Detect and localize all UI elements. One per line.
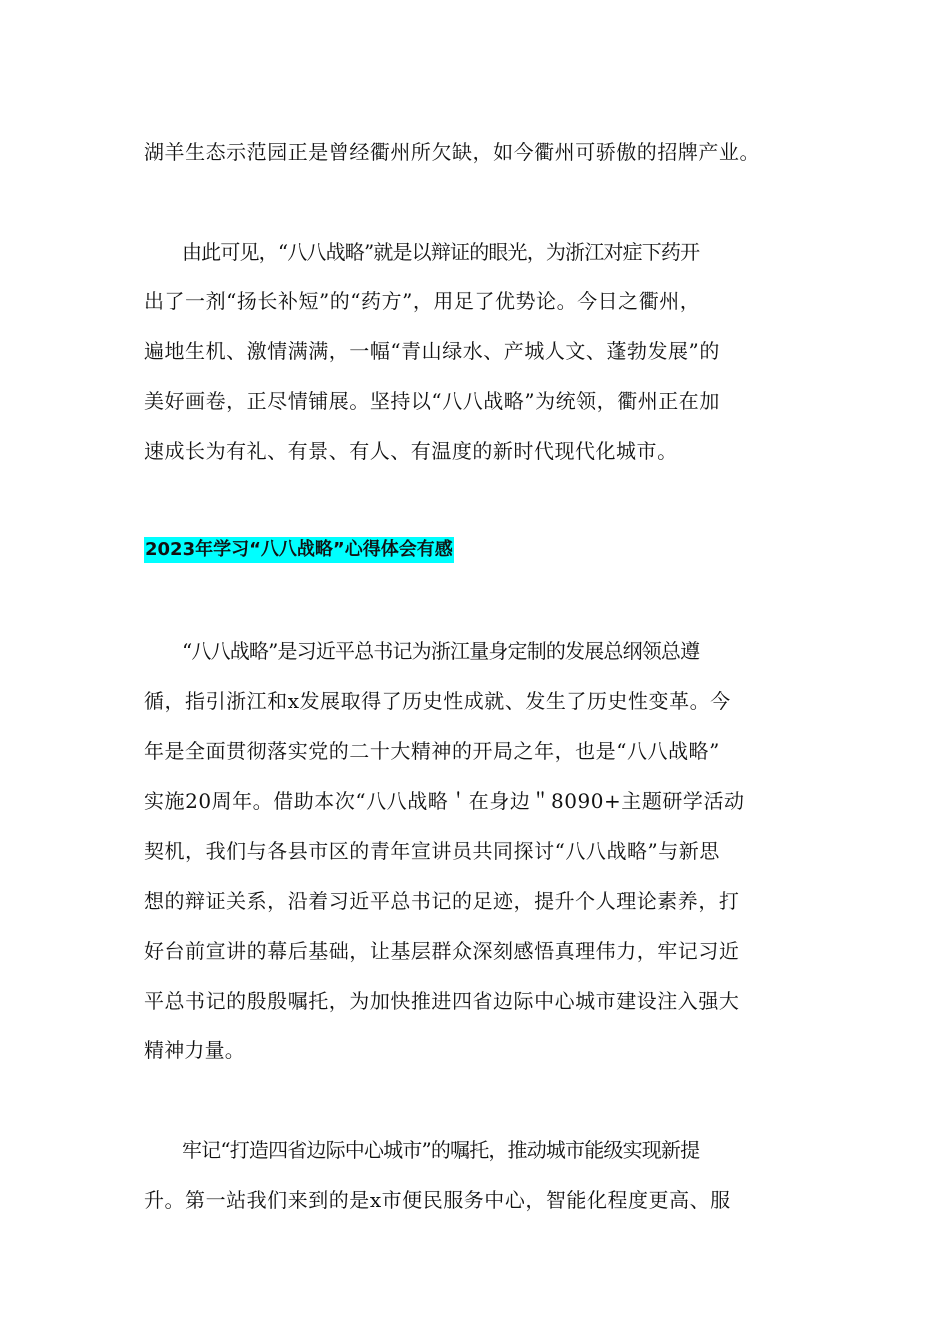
paragraph-1-line-1: 湖羊生态示范园正是曾经衢州所欠缺，如今衢州可骄傲的招牌产业。 — [144, 140, 760, 164]
paragraph-4-line-1: 牢记“打造四省边际中心城市”的嘱托，推动城市能级实现新提 — [182, 1138, 700, 1162]
paragraph-3-line-6: 想的辩证关系，沿着习近平总书记的足迹，提升个人理论素养，打 — [144, 889, 740, 913]
paragraph-3-line-1: “八八战略”是习近平总书记为浙江量身定制的发展总纲领总遵 — [182, 639, 700, 663]
paragraph-2-line-3: 遍地生机、激情满满，一幅“青山绿水、产城人文、蓬勃发展”的 — [144, 339, 720, 363]
paragraph-4-line-2: 升。第一站我们来到的是x市便民服务中心，智能化程度更高、服 — [144, 1188, 731, 1212]
paragraph-2-line-4: 美好画卷，正尽情铺展。坚持以“八八战略”为统领，衢州正在加 — [144, 389, 720, 413]
paragraph-3-line-4: 实施20周年。借助本次“八八战略＇在身边＂8090+主题研学活动 — [144, 789, 745, 813]
paragraph-3-line-2: 循，指引浙江和x发展取得了历史性成就、发生了历史性变革。今 — [144, 689, 731, 713]
section-heading: 2023年学习“八八战略”心得体会有感 — [144, 537, 454, 563]
paragraph-3-line-7: 好台前宣讲的幕后基础，让基层群众深刻感悟真理伟力，牢记习近 — [144, 939, 740, 963]
paragraph-2-line-1: 由此可见，“八八战略”就是以辩证的眼光，为浙江对症下药开 — [182, 240, 700, 264]
paragraph-3-line-5: 契机，我们与各县市区的青年宣讲员共同探讨“八八战略”与新思 — [144, 839, 720, 863]
paragraph-2-line-5: 速成长为有礼、有景、有人、有温度的新时代现代化城市。 — [144, 439, 678, 463]
paragraph-3-line-3: 年是全面贯彻落实党的二十大精神的开局之年，也是“八八战略” — [144, 739, 720, 763]
paragraph-3-line-9: 精神力量。 — [144, 1038, 245, 1062]
paragraph-2-line-2: 出了一剂“扬长补短”的“药方”，用足了优势论。今日之衢州， — [144, 289, 701, 313]
paragraph-3-line-8: 平总书记的殷殷嘱托，为加快推进四省边际中心城市建设注入强大 — [144, 989, 740, 1013]
